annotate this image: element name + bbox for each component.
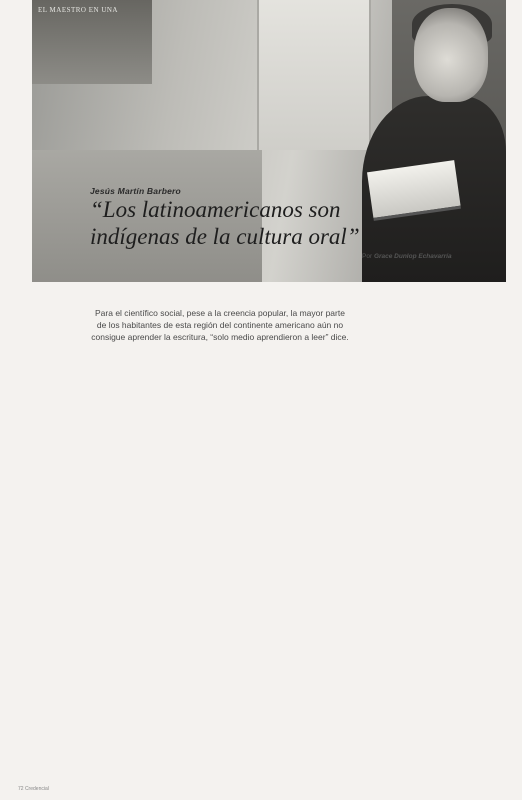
byline-prefix: Por <box>362 253 373 260</box>
byline <box>362 253 452 260</box>
wall-poster <box>32 0 152 84</box>
poster-text: EL MAESTRO EN UNA <box>38 6 118 14</box>
author-name: Jesús Martín Barbero <box>90 186 181 196</box>
page-number: 72 Credencial <box>18 786 49 792</box>
window <box>257 0 371 150</box>
headline-line-1: “Los latinoamericanos son <box>90 197 341 222</box>
article-lead: Para el científico social, pese a la creencia popular, la mayor parte de los habitantes de esta región del continente americano aún no consigue aprender la escritura, “solo medio aprendieron a leer” dice. <box>91 308 349 342</box>
article-headline <box>90 196 390 250</box>
headline-line-2: indígenas de la cultura oral” <box>90 224 360 249</box>
person-head <box>414 8 488 102</box>
byline-name: Grace Dunlop Echavarría <box>373 253 452 260</box>
